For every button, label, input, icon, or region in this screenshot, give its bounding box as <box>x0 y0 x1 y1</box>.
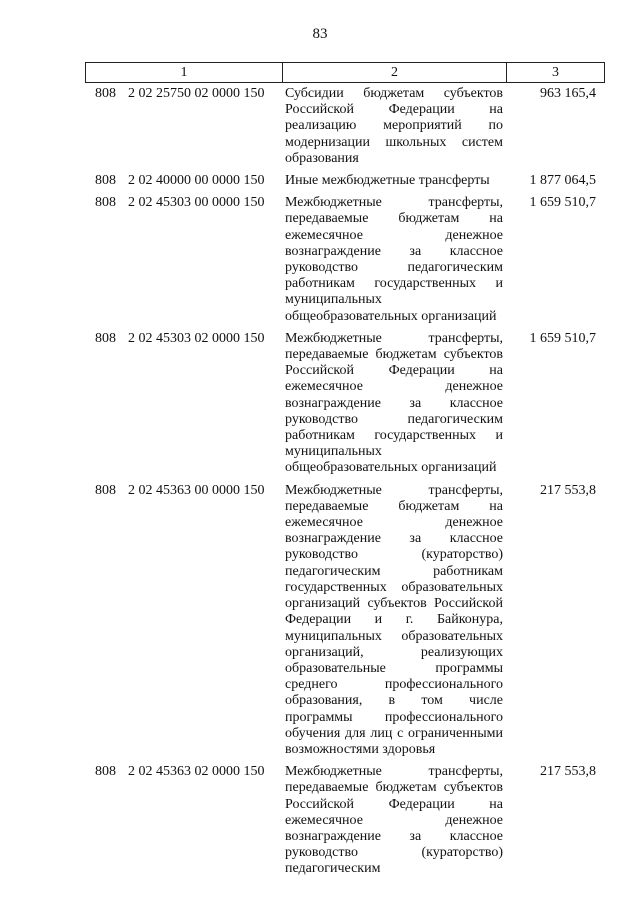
table-row <box>85 86 601 167</box>
admin-code: 808 <box>95 195 116 211</box>
row-description: Межбюджетные трансферты, передаваемые бюджетам субъектов Российской Федерации на ежемесячное денежное вознаграждение за классное руководство (кураторство) педагогическим <box>285 764 503 877</box>
row-description: Межбюджетные трансферты, передаваемые бюджетам на ежемесячное денежное вознаграждение за классное руководство педагогическим работникам государственных и муниципальных общеобразовательных организаций <box>285 195 503 324</box>
column-header-table <box>85 62 605 83</box>
column-header-2: 2 <box>283 63 507 83</box>
page-number: 83 <box>312 26 328 42</box>
admin-code: 808 <box>95 86 116 101</box>
table-row <box>85 173 601 189</box>
revenue-code: 2 02 45303 02 0000 150 <box>128 330 265 346</box>
table-row <box>85 483 601 758</box>
row-description: Межбюджетные трансферты, передаваемые бюджетам субъектов Российской Федерации на ежемесячное денежное вознаграждение за классное руководство педагогическим работникам государственных и муниципальных общеобразовательных организаций <box>285 330 503 476</box>
admin-code: 808 <box>95 764 116 780</box>
row-amount: 1 877 064,5 <box>529 173 596 189</box>
table-row <box>85 195 601 325</box>
revenue-code: 2 02 45363 02 0000 150 <box>128 764 265 780</box>
admin-code: 808 <box>95 330 116 346</box>
revenue-code: 2 02 40000 00 0000 150 <box>128 173 265 189</box>
admin-code: 808 <box>95 173 116 189</box>
row-amount: 1 659 510,7 <box>529 195 596 211</box>
column-header-row <box>86 63 605 83</box>
row-amount: 217 553,8 <box>540 482 596 498</box>
row-amount: 963 165,4 <box>540 86 596 101</box>
row-description: Иные межбюджетные трансферты <box>285 173 490 189</box>
table-row <box>85 331 601 477</box>
row-amount: 217 553,8 <box>540 764 596 780</box>
row-amount: 1 659 510,7 <box>529 330 596 346</box>
table-row <box>85 764 601 877</box>
budget-rows <box>85 86 601 884</box>
column-header-1: 1 <box>86 63 283 83</box>
revenue-code: 2 02 25750 02 0000 150 <box>128 86 265 101</box>
revenue-code: 2 02 45303 00 0000 150 <box>128 195 265 211</box>
revenue-code: 2 02 45363 00 0000 150 <box>128 482 265 498</box>
admin-code: 808 <box>95 482 116 498</box>
row-description: Межбюджетные трансферты, передаваемые бюджетам на ежемесячное денежное вознаграждение за классное руководство (кураторство) педагогическим работникам государственных образовательных организаций субъектов Российской Федерации и г. Байконура, муниципальных образовательных организаций, реализующих образовательные программы среднего профессионального образования, в том числе программы профессионального обучения для лиц с ограниченными возможностями здоровья <box>285 482 503 757</box>
row-description: Субсидии бюджетам субъектов Российской Федерации на реализацию мероприятий по модернизации школьных систем образования <box>285 86 503 166</box>
column-header-3: 3 <box>507 63 605 83</box>
